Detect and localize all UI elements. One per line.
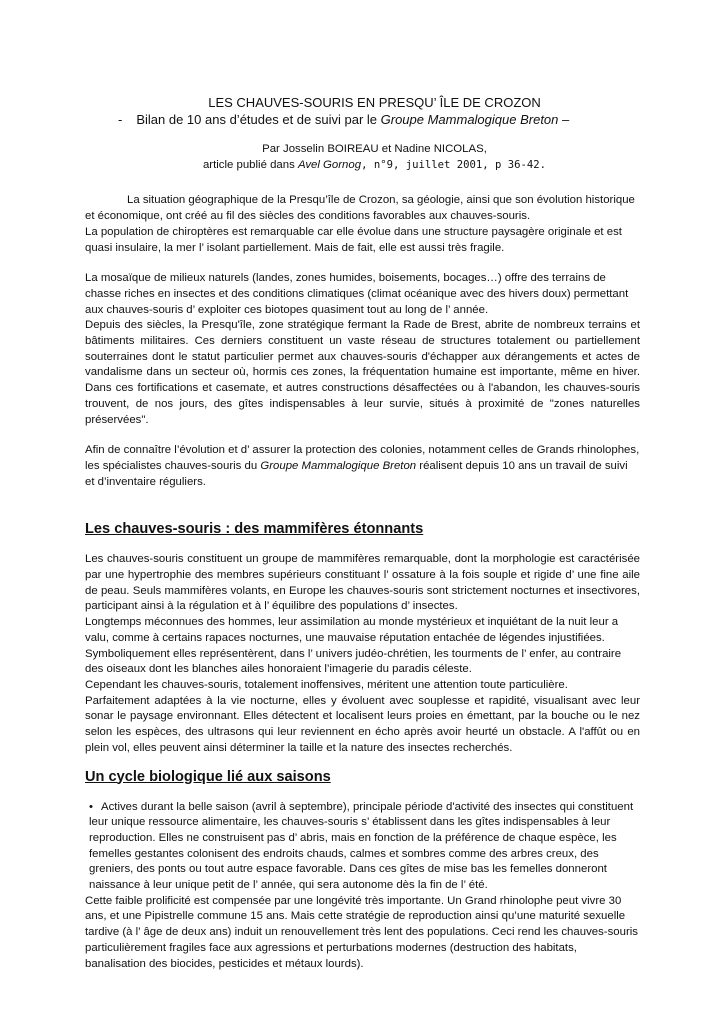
subtitle-text-post: – bbox=[558, 112, 570, 127]
journal-name: Avel Gornog bbox=[297, 158, 362, 171]
section-bullet-paragraph bbox=[85, 800, 640, 894]
intro-paragraph: La mosaïque de milieux naturels (landes, zones humides, boisements, bocages…) offre des terrains de chasse riches en insectes et des conditions climatiques (climat océanique avec des hivers doux) permettant aux chauves-souris d’ exploiter ces biotopes quasiment tout au long de l’ année. bbox=[85, 272, 629, 316]
section-heading: Les chauves-souris : des mammifères étonnants bbox=[85, 521, 424, 538]
intro-paragraph: La population de chiroptères est remarquable car elle évolue dans une structure paysagère originale et est quasi insulaire, la mer l’ isolant partiellement. Mais de fait, elle est aussi très fragile. bbox=[85, 225, 622, 254]
intro-text-pre: Afin de connaître l’évolution et d’ assurer la protection des colonies, notamment celles de Grands rhinolophes, les spécialistes chauves-souris du bbox=[85, 444, 640, 472]
bullet-icon: • bbox=[89, 800, 93, 813]
section-paragraph: Parfaitement adaptées à la vie nocturne, elles y évoluent avec souplesse et rapidité, visualisant avec leur sonar le paysage environnant. Elles détectent et localisent leurs proies en émettant, par la bouche ou le nez selon les espèces, des ultrasons qui leur reviennent en écho après avoir heurté un obstacle. A l'affût ou en plein vol, elles peuvent ainsi déterminer la taille et la nature des insectes recherchés. bbox=[85, 694, 640, 754]
bullet-text: Actives durant la belle saison (avril à septembre), principale période d'activité des insectes qui constituent leur unique ressource alimentaire, les chauves-souris s’ établissent dans les gîtes indispensables à leur reproduction. Elles ne construisent pas d’ abris, mais en fonction de la préférence de chaque espèce, les femelles gestantes colonisent des endroits chauds, calmes et sombres comme des arbres creux, des greniers, des ponts ou tout autre espace favorable. Dans ces gîtes de mise bas les femelles donneront naissance à leur unique petit de l’ année, qui sera autonome dès la fin de l’ été. bbox=[89, 800, 634, 892]
document-body bbox=[85, 94, 640, 972]
intro-paragraph bbox=[85, 443, 640, 490]
author-byline: Par Josselin BOIREAU et Nadine NICOLAS, bbox=[262, 143, 487, 155]
section-heading: Un cycle biologique lié aux saisons bbox=[85, 768, 331, 785]
subtitle-organization: Groupe Mammalogique Breton bbox=[380, 112, 559, 127]
publication-ref: , n°9, juillet 2001, p 36-42. bbox=[361, 158, 547, 171]
section-paragraph: Les chauves-souris constituent un groupe de mammifères remarquable, dont la morphologie est caractérisée par une hypertrophie des membres supérieurs constituant l’ ossature à la fois souple et rigide d’ une fine aile de peau. Seuls mammifères volants, en Europe les chauves-souris sont strictement nocturnes et insectivores, participant ainsi à la régulation et à l’ équilibre des populations d’ insectes. bbox=[85, 553, 640, 613]
intro-paragraph: Depuis des siècles, la Presqu'île, zone stratégique fermant la Rade de Brest, abrite de nombreux terrains et bâtiments militaires. Ces derniers constituent un vaste réseau de structures totalement ou partiellement souterraines dont le statut particulier permet aux chauves-souris d'échapper aux dérangements et actes de vandalisme dans un secteur où, hormis ces zones, la fréquentation humaine est importante, même en hiver. Dans ces fortifications et casemate, et autres constructions désaffectées ou à l'abandon, les chauves-souris trouvent, de nos jours, des gîtes indispensables à leur survie, situés à proximité de "zones naturelles préservées". bbox=[85, 319, 640, 426]
intro-text-post: réalisent depuis 10 ans un travail de suivi et d’inventaire réguliers. bbox=[85, 459, 628, 488]
section-paragraph: Longtemps méconnues des hommes, leur assimilation au monde mystérieux et inquiétant de la nuit leur a valu, comme à certains rapaces nocturnes, une mauvaise réputation entachée de légendes injustifiées. Symboliquement elles représentèrent, dans l’ univers judéo-chrétien, les tourments de l’ enfer, au contraire des oiseaux dont les blanches ailes honoraient l’imagerie du paradis céleste. bbox=[85, 616, 622, 676]
document-title: LES CHAUVES-SOURIS EN PRESQU’ ÎLE DE CROZON bbox=[208, 95, 541, 110]
subtitle-dash: - bbox=[118, 112, 123, 127]
intro-organization: Groupe Mammalogique Breton bbox=[260, 459, 417, 472]
section-paragraph: Cette faible prolificité est compensée par une longévité très importante. Un Grand rhinolophe peut vivre 30 ans, et une Pipistrelle commune 15 ans. Mais cette stratégie de reproduction ainsi qu’une maturité sexuelle tardive (à l’ âge de deux ans) induit un renouvellement très lent des populations. Ceci rend les chauves-souris particulièrement fragiles face aux agressions et perturbations modernes (destruction des habitats, banalisation des biocides, pesticides et métaux lourds). bbox=[85, 894, 638, 970]
section-paragraph: Cependant les chauves-souris, totalement inoffensives, méritent une attention toute particulière. bbox=[85, 678, 568, 691]
intro-paragraph: La situation géographique de la Presqu’île de Crozon, sa géologie, ainsi que son évolution historique et économique, ont créé au fil des siècles des conditions favorables aux chauves-souris. bbox=[85, 194, 635, 223]
publication-reference bbox=[85, 158, 640, 174]
subtitle-text-pre: Bilan de 10 ans d’études et de suivi par le bbox=[136, 112, 381, 127]
publication-pre: article publié dans bbox=[202, 158, 298, 171]
document-subtitle bbox=[85, 111, 640, 128]
